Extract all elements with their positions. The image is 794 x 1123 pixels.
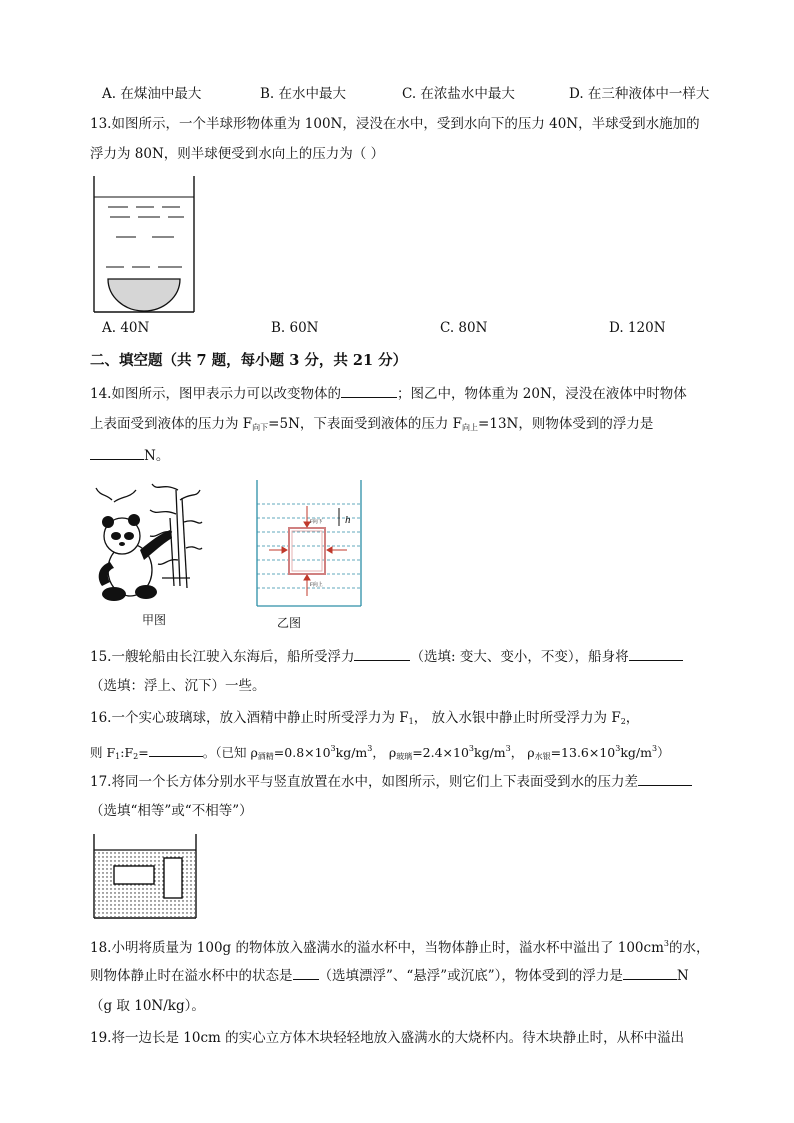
q12-option-b: B. 在水中最大 bbox=[260, 86, 347, 102]
q12-options bbox=[102, 82, 710, 102]
q14-line3: N。 bbox=[90, 445, 169, 466]
q13-option-c: C. 80N bbox=[440, 320, 488, 336]
q12-option-a: A. 在煤油中最大 bbox=[102, 86, 202, 102]
q16-line2: 则 $F_1:F_2=$ 。（已知 $\rho_{酒精}=0.8\times 10^3kg/m^3$， $\rho_{玻璃}=2.4\times 10^3kg/m^3$， $\rho_{水银}=13.6\times 10^3kg/m^3$） bbox=[90, 744, 670, 761]
q13-figure-beaker bbox=[90, 174, 200, 314]
figure-b-caption: 乙图 bbox=[277, 616, 302, 630]
q13-option-d: D. 120N bbox=[609, 320, 666, 336]
q14-line2: 上表面受到液体的压力为 $F_{向下}=5N$，下表面受到液体的压力 $F_{向上}=13N$，则物体受到的浮力是 bbox=[90, 416, 654, 432]
q17-line1: 17.将同一个长方体分别水平与竖直放置在水中，如图所示，则它们上下表面受到水的压力差 bbox=[90, 771, 692, 792]
blank bbox=[293, 965, 319, 980]
q13-options bbox=[102, 320, 702, 340]
figure-a-caption: 甲图 bbox=[142, 613, 167, 627]
q17-tank-figure bbox=[90, 832, 200, 920]
fig-b-f-up-label: F向上 bbox=[310, 583, 323, 588]
submerged-object-figure bbox=[255, 478, 365, 608]
q18-line1: 18.小明将质量为 100g 的物体放入盛满水的溢水杯中，当物体静止时，溢水杯中溢出了 $100cm^3$的水， bbox=[90, 939, 710, 956]
q13-option-a: A. 40N bbox=[102, 320, 150, 336]
q17-line2: （选填“相等”或“不相等”） bbox=[90, 803, 253, 819]
q18-line2: 则物体静止时在溢水杯中的状态是 （选填漂浮”、“悬浮”或沉底”），物体受到的浮力是 N bbox=[90, 965, 689, 986]
fig-b-f-down-label: F向下 bbox=[310, 520, 323, 525]
q13-option-b: B. 60N bbox=[271, 320, 319, 336]
blank bbox=[629, 646, 683, 661]
blank bbox=[149, 742, 203, 757]
blank bbox=[90, 445, 144, 460]
q15-line1: 15.一艘轮船由长江驶入东海后，船所受浮力 （选填: 变大、变小，不变），船身将 bbox=[90, 646, 683, 667]
q18-line3: （g 取 10N/kg）。 bbox=[90, 998, 205, 1014]
blank bbox=[341, 383, 397, 398]
q15-line2: （选填：浮上、沉下）一些。 bbox=[90, 678, 266, 694]
q14-line1: 14.如图所示，图甲表示力可以改变物体的 ；图乙中，物体重为 20N，浸没在液体中时物体 bbox=[90, 383, 687, 404]
q13-line2: 浮力为 80N，则半球便受到水向上的压力为（ ） bbox=[90, 146, 385, 162]
section-title: 二、填空题（共 7 题，每小题 3 分，共 21 分） bbox=[90, 352, 408, 369]
q16-line1: 16.一个实心玻璃球，放入酒精中静止时所受浮力为 $F_1$， 放入水银中静止时所受浮力为 $F_2$， bbox=[90, 710, 640, 726]
q19-line1: 19.将一边长是 10cm 的实心立方体木块轻轻地放入盛满水的大烧杯内。待木块静止时，从杯中溢出 bbox=[90, 1030, 685, 1046]
blank bbox=[638, 771, 692, 786]
q13-line1: 13.如图所示，一个半球形物体重为 100N，浸没在水中，受到水向下的压力 40N，半球受到水施加的 bbox=[90, 116, 700, 132]
q12-option-d: D. 在三种液体中一样大 bbox=[569, 86, 710, 102]
panda-bamboo-figure bbox=[92, 478, 204, 606]
blank bbox=[623, 965, 677, 980]
q12-option-c: C. 在浓盐水中最大 bbox=[402, 86, 515, 102]
fig-b-h-label: h bbox=[345, 514, 351, 526]
blank bbox=[354, 646, 410, 661]
